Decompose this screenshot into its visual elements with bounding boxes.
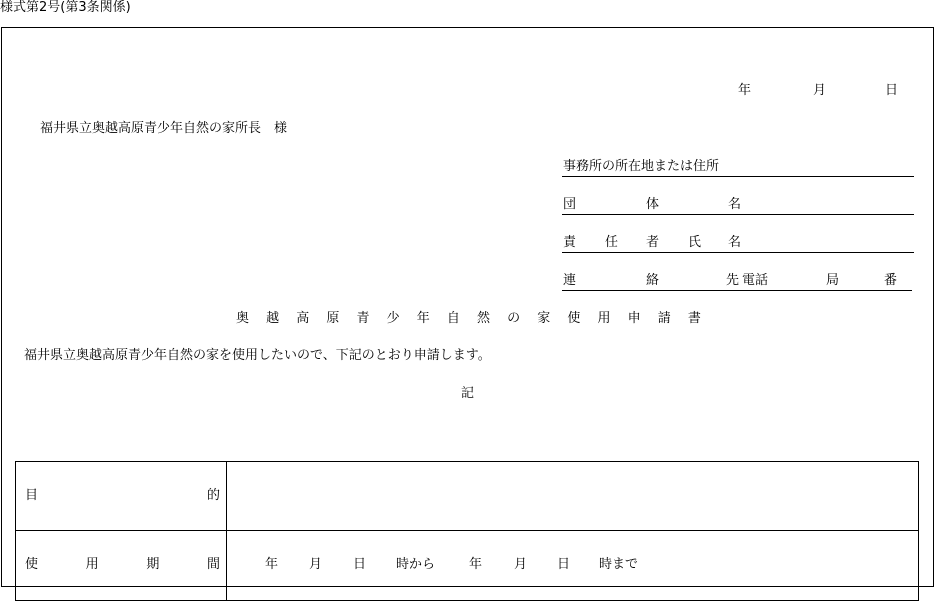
group-name-char: 名	[728, 197, 742, 212]
manager-name-field[interactable]	[562, 233, 914, 253]
date-day-label: 日	[885, 83, 899, 98]
title-char: 請	[657, 311, 671, 326]
title-char: 年	[416, 311, 430, 326]
ki-label: 記	[461, 386, 475, 401]
period-label-char: 用	[85, 557, 99, 573]
period-label-char: 間	[206, 557, 220, 573]
end-year-label: 年	[469, 557, 483, 573]
phone-label: 電話	[742, 273, 769, 288]
phone-exchange-label: 局	[826, 273, 840, 288]
manager-name-char: 名	[728, 235, 742, 250]
start-month-label: 月	[309, 557, 323, 573]
addressee: 福井県立奥越高原青少年自然の家所長 様	[40, 121, 288, 136]
purpose-value-cell[interactable]	[227, 462, 919, 531]
period-label-char: 使	[25, 557, 39, 573]
period-label-char: 期	[146, 557, 160, 573]
contact-char: 絡	[646, 273, 660, 288]
intro-sentence: 福井県立奥越高原青少年自然の家を使用したいので、下記のとおり申請します。	[24, 348, 491, 363]
title-char: 青	[356, 311, 370, 326]
document-title	[236, 311, 701, 327]
group-name-field[interactable]	[562, 195, 914, 215]
date-month-label: 月	[813, 83, 827, 98]
period-value-cell[interactable]	[227, 530, 919, 600]
title-char: 用	[597, 311, 611, 326]
start-day-label: 日	[353, 557, 367, 573]
title-char: 奥	[236, 311, 250, 326]
contact-char: 連	[563, 273, 577, 288]
title-char: 家	[537, 311, 551, 326]
group-name-char: 団	[563, 197, 577, 212]
title-char: 申	[627, 311, 641, 326]
contact-char: 先	[726, 273, 740, 288]
address-label: 事務所の所在地または住所	[563, 159, 720, 174]
group-name-char: 体	[646, 197, 660, 212]
title-char: 高	[296, 311, 310, 326]
title-char: 少	[386, 311, 400, 326]
purpose-label-char: 目	[25, 487, 39, 503]
manager-name-char: 氏	[688, 235, 702, 250]
phone-number-label: 番	[884, 273, 898, 288]
end-hour-label: 時まで	[599, 557, 639, 573]
table-row	[16, 462, 919, 531]
title-char: 原	[326, 311, 340, 326]
purpose-label-char: 的	[206, 487, 220, 503]
date-year-label: 年	[738, 83, 752, 98]
form-number-label: 様式第2号(第3条関係)	[0, 0, 131, 15]
start-year-label: 年	[265, 557, 279, 573]
period-label-cell	[16, 530, 227, 600]
start-hour-label: 時から	[396, 557, 436, 573]
title-char: 書	[687, 311, 701, 326]
end-month-label: 月	[514, 557, 528, 573]
title-char: 自	[446, 311, 460, 326]
end-day-label: 日	[557, 557, 571, 573]
table-row	[16, 530, 919, 600]
title-char: の	[507, 311, 521, 326]
manager-name-char: 者	[646, 235, 660, 250]
address-field[interactable]	[562, 157, 914, 177]
purpose-label-cell	[16, 462, 227, 531]
title-char: 然	[477, 311, 491, 326]
manager-name-char: 責	[563, 235, 577, 250]
manager-name-char: 任	[605, 235, 619, 250]
contact-field[interactable]	[562, 271, 912, 291]
title-char: 越	[266, 311, 280, 326]
title-char: 使	[567, 311, 581, 326]
detail-table	[15, 461, 919, 601]
